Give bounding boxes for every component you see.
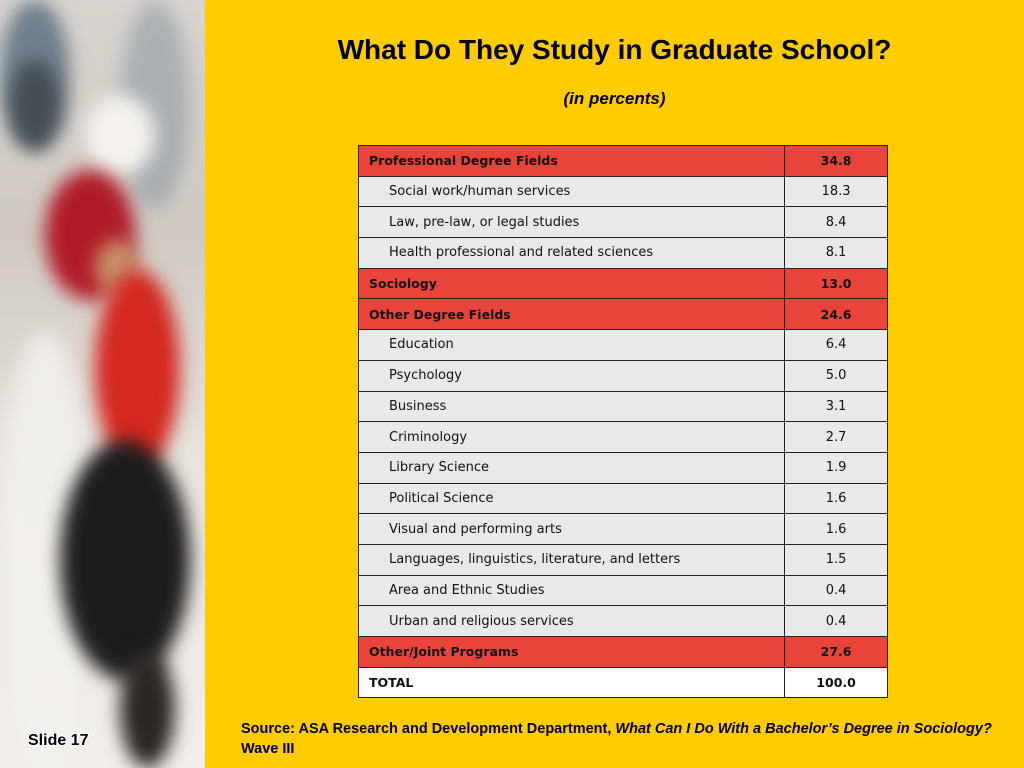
field-label: Education (359, 330, 785, 361)
field-label: Library Science (359, 452, 785, 483)
field-label: Business (359, 391, 785, 422)
field-percent: 0.4 (785, 575, 888, 606)
field-percent: 1.9 (785, 452, 888, 483)
category-row (359, 299, 888, 330)
field-label: Law, pre-law, or legal studies (359, 207, 785, 238)
table-row (359, 452, 888, 483)
field-label: Visual and performing arts (359, 514, 785, 545)
background-photo (0, 0, 205, 768)
field-percent: 1.6 (785, 483, 888, 514)
field-percent: 13.0 (785, 268, 888, 299)
total-row (359, 667, 888, 698)
category-row (359, 637, 888, 668)
field-percent: 18.3 (785, 176, 888, 207)
category-row (359, 268, 888, 299)
source-note (241, 719, 1001, 759)
source-prefix: Source: ASA Research and Development Department, (241, 721, 616, 737)
slide-subtitle: (in percents) (563, 89, 666, 108)
table-row (359, 238, 888, 269)
table-row (359, 391, 888, 422)
field-label: Sociology (359, 268, 785, 299)
table-row (359, 330, 888, 361)
field-percent: 34.8 (785, 146, 888, 177)
field-percent: 1.5 (785, 544, 888, 575)
table-row (359, 514, 888, 545)
field-label: Health professional and related sciences (359, 238, 785, 269)
source-suffix: Wave III (241, 741, 295, 757)
table-row (359, 483, 888, 514)
field-percent: 6.4 (785, 330, 888, 361)
study-fields-table (358, 145, 888, 698)
slide-title: What Do They Study in Graduate School? (337, 34, 892, 65)
source-title: What Can I Do With a Bachelor’s Degree in Sociology? (615, 721, 992, 737)
field-label: Urban and religious services (359, 606, 785, 637)
category-row (359, 146, 888, 177)
table-row (359, 360, 888, 391)
table-row (359, 544, 888, 575)
field-label: TOTAL (359, 667, 785, 698)
field-label: Languages, linguistics, literature, and letters (359, 544, 785, 575)
field-percent: 8.1 (785, 238, 888, 269)
field-percent: 1.6 (785, 514, 888, 545)
slide-number: Slide 17 (28, 732, 89, 749)
field-label: Other/Joint Programs (359, 637, 785, 668)
field-percent: 27.6 (785, 637, 888, 668)
table-row (359, 176, 888, 207)
field-label: Professional Degree Fields (359, 146, 785, 177)
field-label: Other Degree Fields (359, 299, 785, 330)
table-row (359, 422, 888, 453)
field-label: Political Science (359, 483, 785, 514)
field-label: Social work/human services (359, 176, 785, 207)
table-row (359, 606, 888, 637)
field-label: Area and Ethnic Studies (359, 575, 785, 606)
field-percent: 5.0 (785, 360, 888, 391)
field-percent: 2.7 (785, 422, 888, 453)
field-percent: 0.4 (785, 606, 888, 637)
field-percent: 8.4 (785, 207, 888, 238)
field-percent: 24.6 (785, 299, 888, 330)
table-row (359, 575, 888, 606)
field-percent: 100.0 (785, 667, 888, 698)
field-percent: 3.1 (785, 391, 888, 422)
table-row (359, 207, 888, 238)
field-label: Psychology (359, 360, 785, 391)
field-label: Criminology (359, 422, 785, 453)
